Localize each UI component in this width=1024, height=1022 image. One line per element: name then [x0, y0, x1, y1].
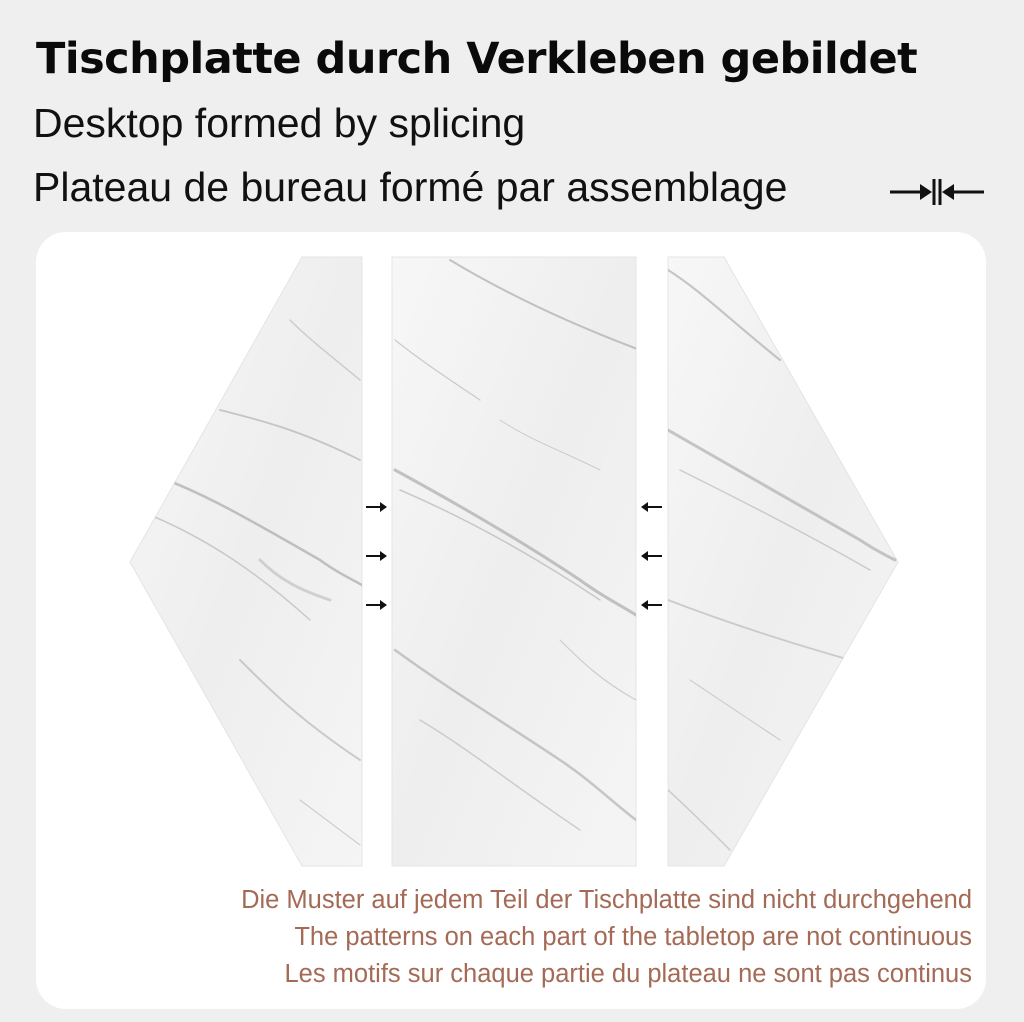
note-german: Die Muster auf jedem Teil der Tischplatte sind nicht durchgehend [241, 886, 972, 914]
center-rectangle-piece [392, 257, 640, 866]
heading-german: Tischplatte durch Verkleben gebildet [36, 34, 918, 84]
arrow-right-icon [366, 551, 387, 561]
heading-french: Plateau de bureau formé par assemblage [33, 164, 788, 210]
arrow-left-icon [641, 551, 662, 561]
arrow-left-icon [641, 600, 662, 610]
right-trapezoid-piece [668, 257, 898, 866]
note-english: The patterns on each part of the tabletop are not continuous [294, 923, 972, 951]
arrow-right-icon [366, 600, 387, 610]
heading-english: Desktop formed by splicing [33, 100, 526, 146]
left-trapezoid-piece [130, 257, 370, 866]
note-french: Les motifs sur chaque partie du plateau ne sont pas continus [284, 960, 972, 988]
arrow-right-icon [366, 502, 387, 512]
arrow-left-icon [641, 502, 662, 512]
